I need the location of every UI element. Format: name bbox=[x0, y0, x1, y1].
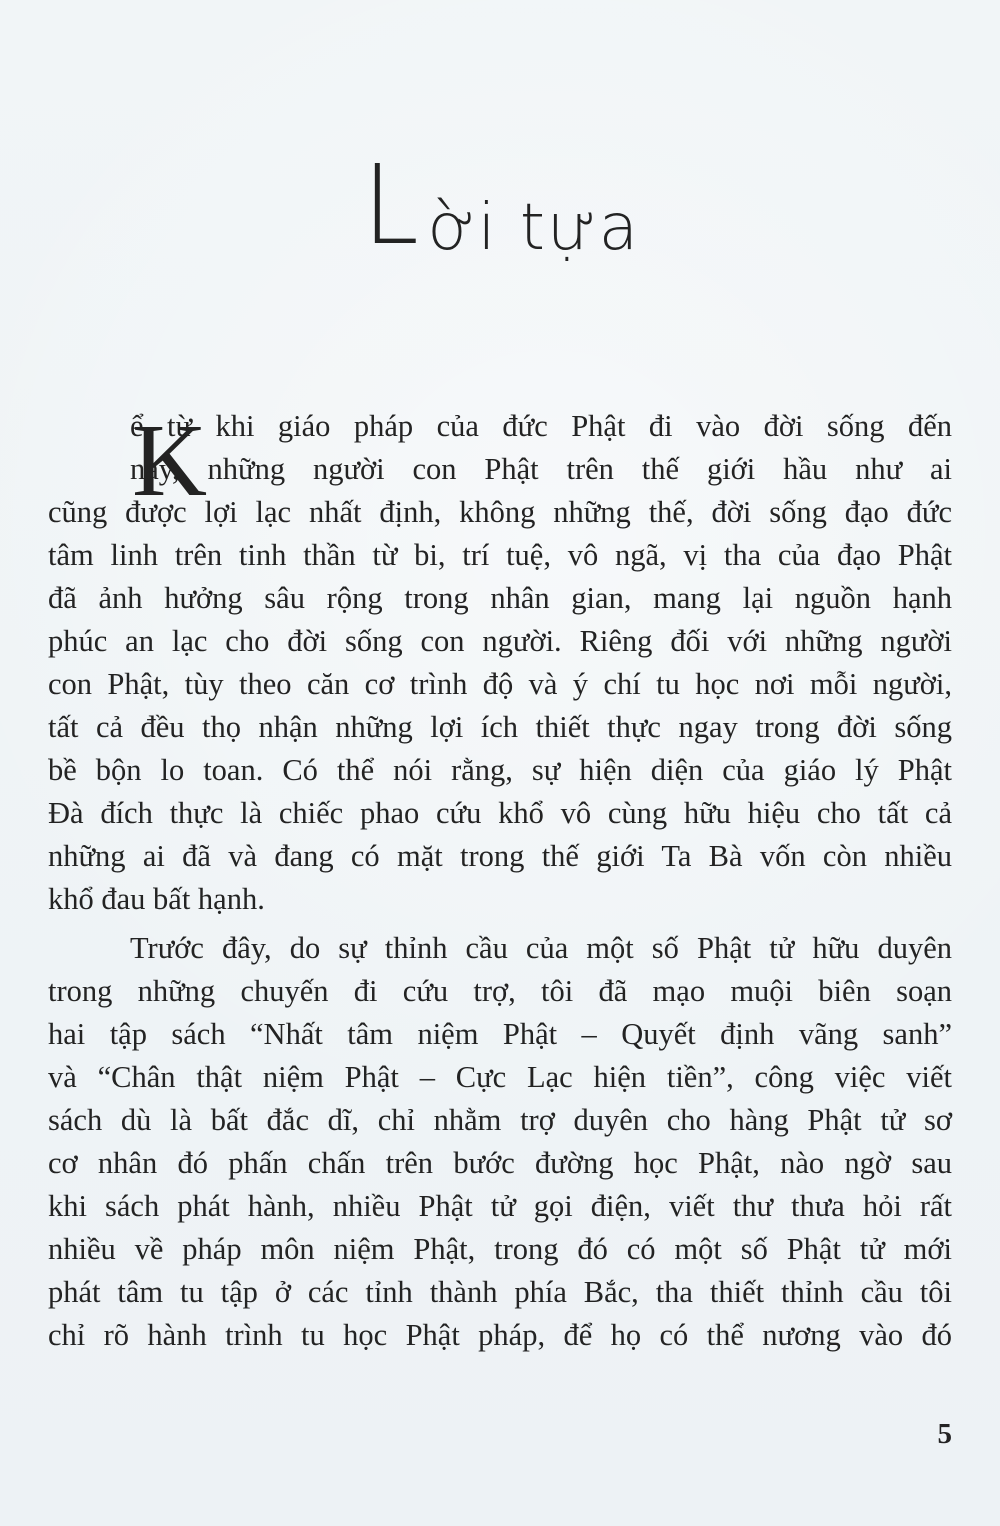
paragraph-1-line-2: nay, những người con Phật trên thế giới hầu như ai bbox=[130, 452, 952, 486]
paragraph-1-line-6: phúc an lạc cho đời sống con người. Riêng đối với những người bbox=[48, 624, 952, 658]
chapter-title-initial: L bbox=[362, 141, 421, 269]
paragraph-2-line-8: nhiều về pháp môn niệm Phật, trong đó có một số Phật tử mới bbox=[48, 1232, 952, 1266]
chapter-title-rest: ời tựa bbox=[427, 191, 640, 265]
chapter-title bbox=[0, 141, 1000, 269]
paragraph-1-line-9: bề bộn lo toan. Có thể nói rằng, sự hiện diện của giáo lý Phật bbox=[48, 753, 952, 787]
paragraph-1-line-7: con Phật, tùy theo căn cơ trình độ và ý chí tu học nơi mỗi người, bbox=[48, 667, 952, 701]
paragraph-2-line-3: hai tập sách “Nhất tâm niệm Phật – Quyết định vãng sanh” bbox=[48, 1017, 952, 1051]
paragraph-1-line-12: khổ đau bất hạnh. bbox=[48, 882, 265, 916]
paragraph-2-line-1: Trước đây, do sự thỉnh cầu của một số Phật tử hữu duyên bbox=[130, 931, 952, 965]
paragraph-1-line-5: đã ảnh hưởng sâu rộng trong nhân gian, mang lại nguồn hạnh bbox=[48, 581, 952, 615]
paragraph-2-line-5: sách dù là bất đắc dĩ, chỉ nhằm trợ duyên cho hàng Phật tử sơ bbox=[48, 1103, 952, 1137]
paragraph-1-line-3: cũng được lợi lạc nhất định, không những thế, đời sống đạo đức bbox=[48, 495, 952, 529]
paragraph-1-line-10: Đà đích thực là chiếc phao cứu khổ vô cùng hữu hiệu cho tất cả bbox=[48, 796, 952, 830]
paragraph-2-line-7: khi sách phát hành, nhiều Phật tử gọi điện, viết thư thưa hỏi rất bbox=[48, 1189, 952, 1223]
paragraph-1-line-8: tất cả đều thọ nhận những lợi ích thiết thực ngay trong đời sống bbox=[48, 710, 952, 744]
paragraph-1-line-4: tâm linh trên tinh thần từ bi, trí tuệ, vô ngã, vị tha của đạo Phật bbox=[48, 538, 952, 572]
paragraph-1-line-11: những ai đã và đang có mặt trong thế giới Ta Bà vốn còn nhiều bbox=[48, 839, 952, 873]
paragraph-2-line-9: phát tâm tu tập ở các tỉnh thành phía Bắc, tha thiết thỉnh cầu tôi bbox=[48, 1275, 952, 1309]
paragraph-2-line-2: trong những chuyến đi cứu trợ, tôi đã mạo muội biên soạn bbox=[48, 974, 952, 1008]
paragraph-1 bbox=[48, 405, 952, 921]
paragraph-2 bbox=[48, 927, 952, 1357]
page-number: 5 bbox=[937, 1418, 952, 1450]
drop-cap-letter: K bbox=[132, 403, 208, 518]
paragraph-2-line-4: và “Chân thật niệm Phật – Cực Lạc hiện tiền”, công việc viết bbox=[48, 1060, 952, 1094]
paragraph-2-line-10: chỉ rõ hành trình tu học Phật pháp, để họ có thể nương vào đó bbox=[48, 1318, 952, 1352]
paragraph-1-line-1: ể từ khi giáo pháp của đức Phật đi vào đời sống đến bbox=[130, 409, 952, 443]
body-text bbox=[48, 405, 952, 1357]
paragraph-2-line-6: cơ nhân đó phấn chấn trên bước đường học Phật, nào ngờ sau bbox=[48, 1146, 952, 1180]
